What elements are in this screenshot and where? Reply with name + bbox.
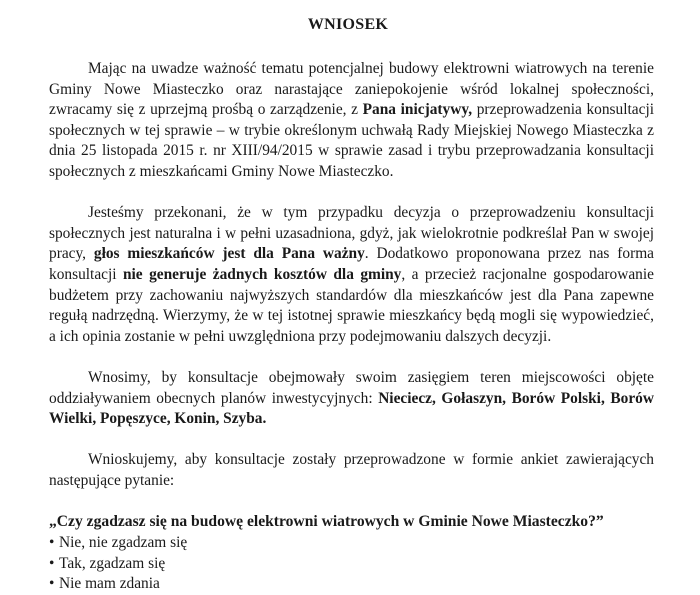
- text-segment: , a przecież racjonalne gospodarowanie budżetem przy zachowaniu najwyższych standardów dla mieszkańców jest dla Pana zapewne regułą nadrzędną. Wierzymy, że w tej istotnej sprawie mieszkańcy będą mogli się wypowiedzieć, a ich opinia zostanie w pełni uwzględniona przy podejmowaniu dalszych decyzji.: [49, 265, 654, 345]
- paragraph-justification: [49, 203, 654, 347]
- paragraph-scope: [49, 368, 654, 430]
- paragraph-survey-form: [49, 450, 654, 491]
- emphasis-segment: nie generuje żadnych kosztów dla gminy: [122, 265, 402, 283]
- survey-option: [49, 554, 654, 575]
- text-segment: przeprowadzenia konsultacji społecznych w tej sprawie – w trybie określonym uchwałą Rady Miejskiej Nowego Miasteczka z dnia 25 listopada 2015 r. nr XIII/94/2015 w sprawie zasad i trybu przeprowadzania konsultacji społecznych z mieszkańcami Gminy Nowe Miasteczko.: [49, 101, 655, 180]
- paragraph-request: [49, 59, 654, 183]
- text-segment: Wnosimy, by konsultacje obejmowały swoim zasięgiem teren miejscowości objęte oddziaływaniem obecnych planów inwestycyjnych:: [49, 368, 654, 407]
- option-label: Tak, zgadzam się: [59, 554, 166, 572]
- text-segment: Wnioskujemy, aby konsultacje zostały przeprowadzone w formie ankiet zawierających następujące pytanie:: [49, 451, 654, 489]
- survey-question: „Czy zgadzasz się na budowę elektrowni wiatrowych w Gminie Nowe Miasteczko?”: [49, 513, 604, 531]
- bullet-icon: •: [49, 534, 55, 552]
- text-segment: . Dodatkowo proponowana przez nas forma konsultacji: [49, 245, 655, 283]
- emphasis-segment: głos mieszkańców jest dla Pana ważny: [93, 245, 365, 263]
- option-label: Nie, nie zgadzam się: [59, 534, 188, 552]
- text-segment: Mając na uwadze ważność tematu potencjalnej budowy elektrowni wiatrowych na terenie Gminy Nowe Miasteczko oraz narastające zaniepokojenie wśród lokalnej społeczności, zwracamy się z uprzejmą prośbą o zarządzenie, z: [49, 60, 654, 119]
- survey-option: [49, 533, 654, 554]
- emphasis-segment: Pana inicjatywy,: [362, 101, 473, 119]
- document-title: WNIOSEK: [307, 16, 389, 33]
- localities-list: Nieciecz, Gołaszyn, Borów Polski, Borów Wielki, Popęszyce, Konin, Szyba.: [49, 389, 654, 428]
- bullet-icon: •: [49, 554, 55, 572]
- option-label: Nie mam zdania: [59, 575, 160, 593]
- bullet-icon: •: [49, 575, 55, 593]
- document-body: [49, 59, 654, 595]
- survey-option: [49, 574, 654, 595]
- text-segment: Jesteśmy przekonani, że w tym przypadku decyzja o przeprowadzeniu konsultacji społecznych jest naturalna i w pełni uzasadniona, gdyż, jak wielokrotnie podkreślał Pan w swojej pracy,: [49, 204, 654, 263]
- survey-options: [49, 533, 654, 595]
